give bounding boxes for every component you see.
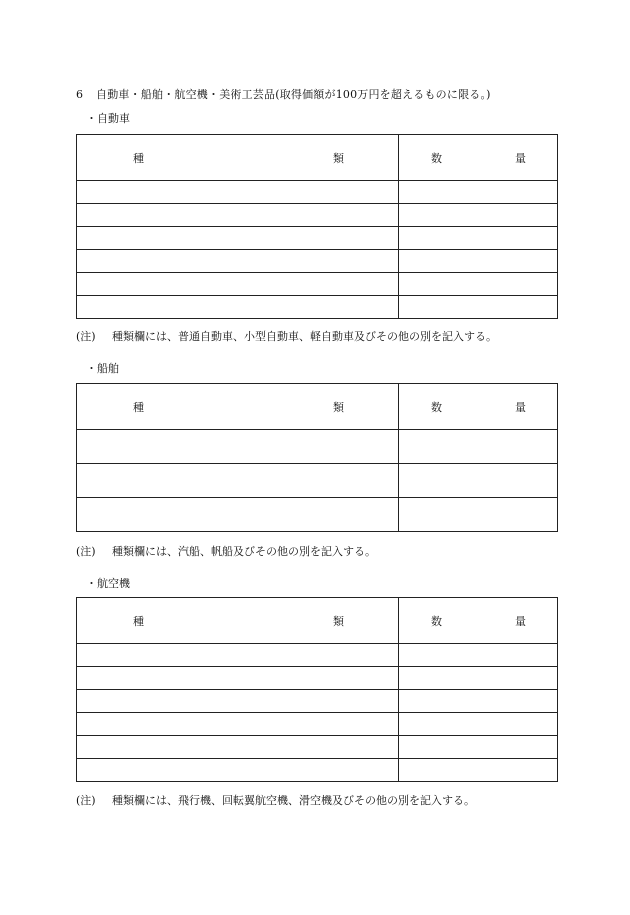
note-text: 種類欄には、汽船、帆船及びその他の別を記入する。 (112, 545, 376, 558)
note-label: (注) (76, 330, 96, 343)
kind-cell[interactable] (77, 759, 399, 782)
header-kind-char-1: 種 (133, 614, 144, 628)
table-row (77, 736, 558, 759)
note-aircraft (76, 792, 475, 808)
quantity-cell[interactable] (399, 181, 558, 204)
subsection-title-automobile: ・自動車 (86, 112, 130, 125)
header-quantity-char-2: 量 (515, 614, 526, 628)
quantity-cell[interactable] (399, 250, 558, 273)
table-row (77, 296, 558, 319)
note-ship (76, 543, 376, 559)
note-automobile (76, 328, 497, 344)
header-kind (77, 384, 399, 430)
quantity-cell[interactable] (399, 690, 558, 713)
quantity-cell[interactable] (399, 498, 558, 532)
subsection-title-aircraft: ・航空機 (86, 577, 130, 590)
note-label: (注) (76, 794, 96, 807)
kind-cell[interactable] (77, 464, 399, 498)
header-quantity-char-1: 数 (431, 400, 442, 414)
quantity-cell[interactable] (399, 759, 558, 782)
section-number: 6 (76, 88, 84, 101)
kind-cell[interactable] (77, 250, 399, 273)
kind-cell[interactable] (77, 181, 399, 204)
table-row (77, 250, 558, 273)
kind-cell[interactable] (77, 296, 399, 319)
table-row (77, 759, 558, 782)
table-header-row (77, 135, 558, 181)
table-row (77, 273, 558, 296)
note-text: 種類欄には、飛行機、回転翼航空機、滑空機及びその他の別を記入する。 (112, 794, 475, 807)
table-row (77, 181, 558, 204)
kind-cell[interactable] (77, 227, 399, 250)
kind-cell[interactable] (77, 713, 399, 736)
header-kind (77, 598, 399, 644)
kind-cell[interactable] (77, 667, 399, 690)
ship-table (76, 383, 558, 532)
header-kind-char-2: 類 (333, 614, 344, 628)
quantity-cell[interactable] (399, 713, 558, 736)
automobile-table (76, 134, 558, 319)
table-row (77, 690, 558, 713)
quantity-cell[interactable] (399, 464, 558, 498)
header-quantity (399, 598, 558, 644)
quantity-cell[interactable] (399, 204, 558, 227)
section-title: 自動車・船舶・航空機・美術工芸品(取得価額が100万円を超えるものに限る。) (96, 88, 491, 101)
table-row (77, 227, 558, 250)
header-kind (77, 135, 399, 181)
header-quantity (399, 384, 558, 430)
table-row (77, 204, 558, 227)
kind-cell[interactable] (77, 690, 399, 713)
kind-cell[interactable] (77, 498, 399, 532)
header-quantity-char-2: 量 (515, 151, 526, 165)
header-quantity-char-2: 量 (515, 400, 526, 414)
table-row (77, 430, 558, 464)
header-kind-char-2: 類 (333, 151, 344, 165)
kind-cell[interactable] (77, 430, 399, 464)
header-kind-char-1: 種 (133, 151, 144, 165)
table-row (77, 667, 558, 690)
table-header-row (77, 384, 558, 430)
quantity-cell[interactable] (399, 667, 558, 690)
header-quantity (399, 135, 558, 181)
header-quantity-char-1: 数 (431, 614, 442, 628)
kind-cell[interactable] (77, 204, 399, 227)
header-kind-char-2: 類 (333, 400, 344, 414)
table-header-row (77, 598, 558, 644)
kind-cell[interactable] (77, 273, 399, 296)
kind-cell[interactable] (77, 736, 399, 759)
header-kind-char-1: 種 (133, 400, 144, 414)
table-row (77, 713, 558, 736)
table-row (77, 464, 558, 498)
table-row (77, 498, 558, 532)
quantity-cell[interactable] (399, 227, 558, 250)
subsection-title-ship: ・船舶 (86, 362, 119, 375)
quantity-cell[interactable] (399, 430, 558, 464)
kind-cell[interactable] (77, 644, 399, 667)
table-row (77, 644, 558, 667)
quantity-cell[interactable] (399, 273, 558, 296)
quantity-cell[interactable] (399, 296, 558, 319)
header-quantity-char-1: 数 (431, 151, 442, 165)
note-label: (注) (76, 545, 96, 558)
quantity-cell[interactable] (399, 644, 558, 667)
quantity-cell[interactable] (399, 736, 558, 759)
note-text: 種類欄には、普通自動車、小型自動車、軽自動車及びその他の別を記入する。 (112, 330, 497, 343)
aircraft-table (76, 597, 558, 782)
section-heading (76, 86, 491, 102)
